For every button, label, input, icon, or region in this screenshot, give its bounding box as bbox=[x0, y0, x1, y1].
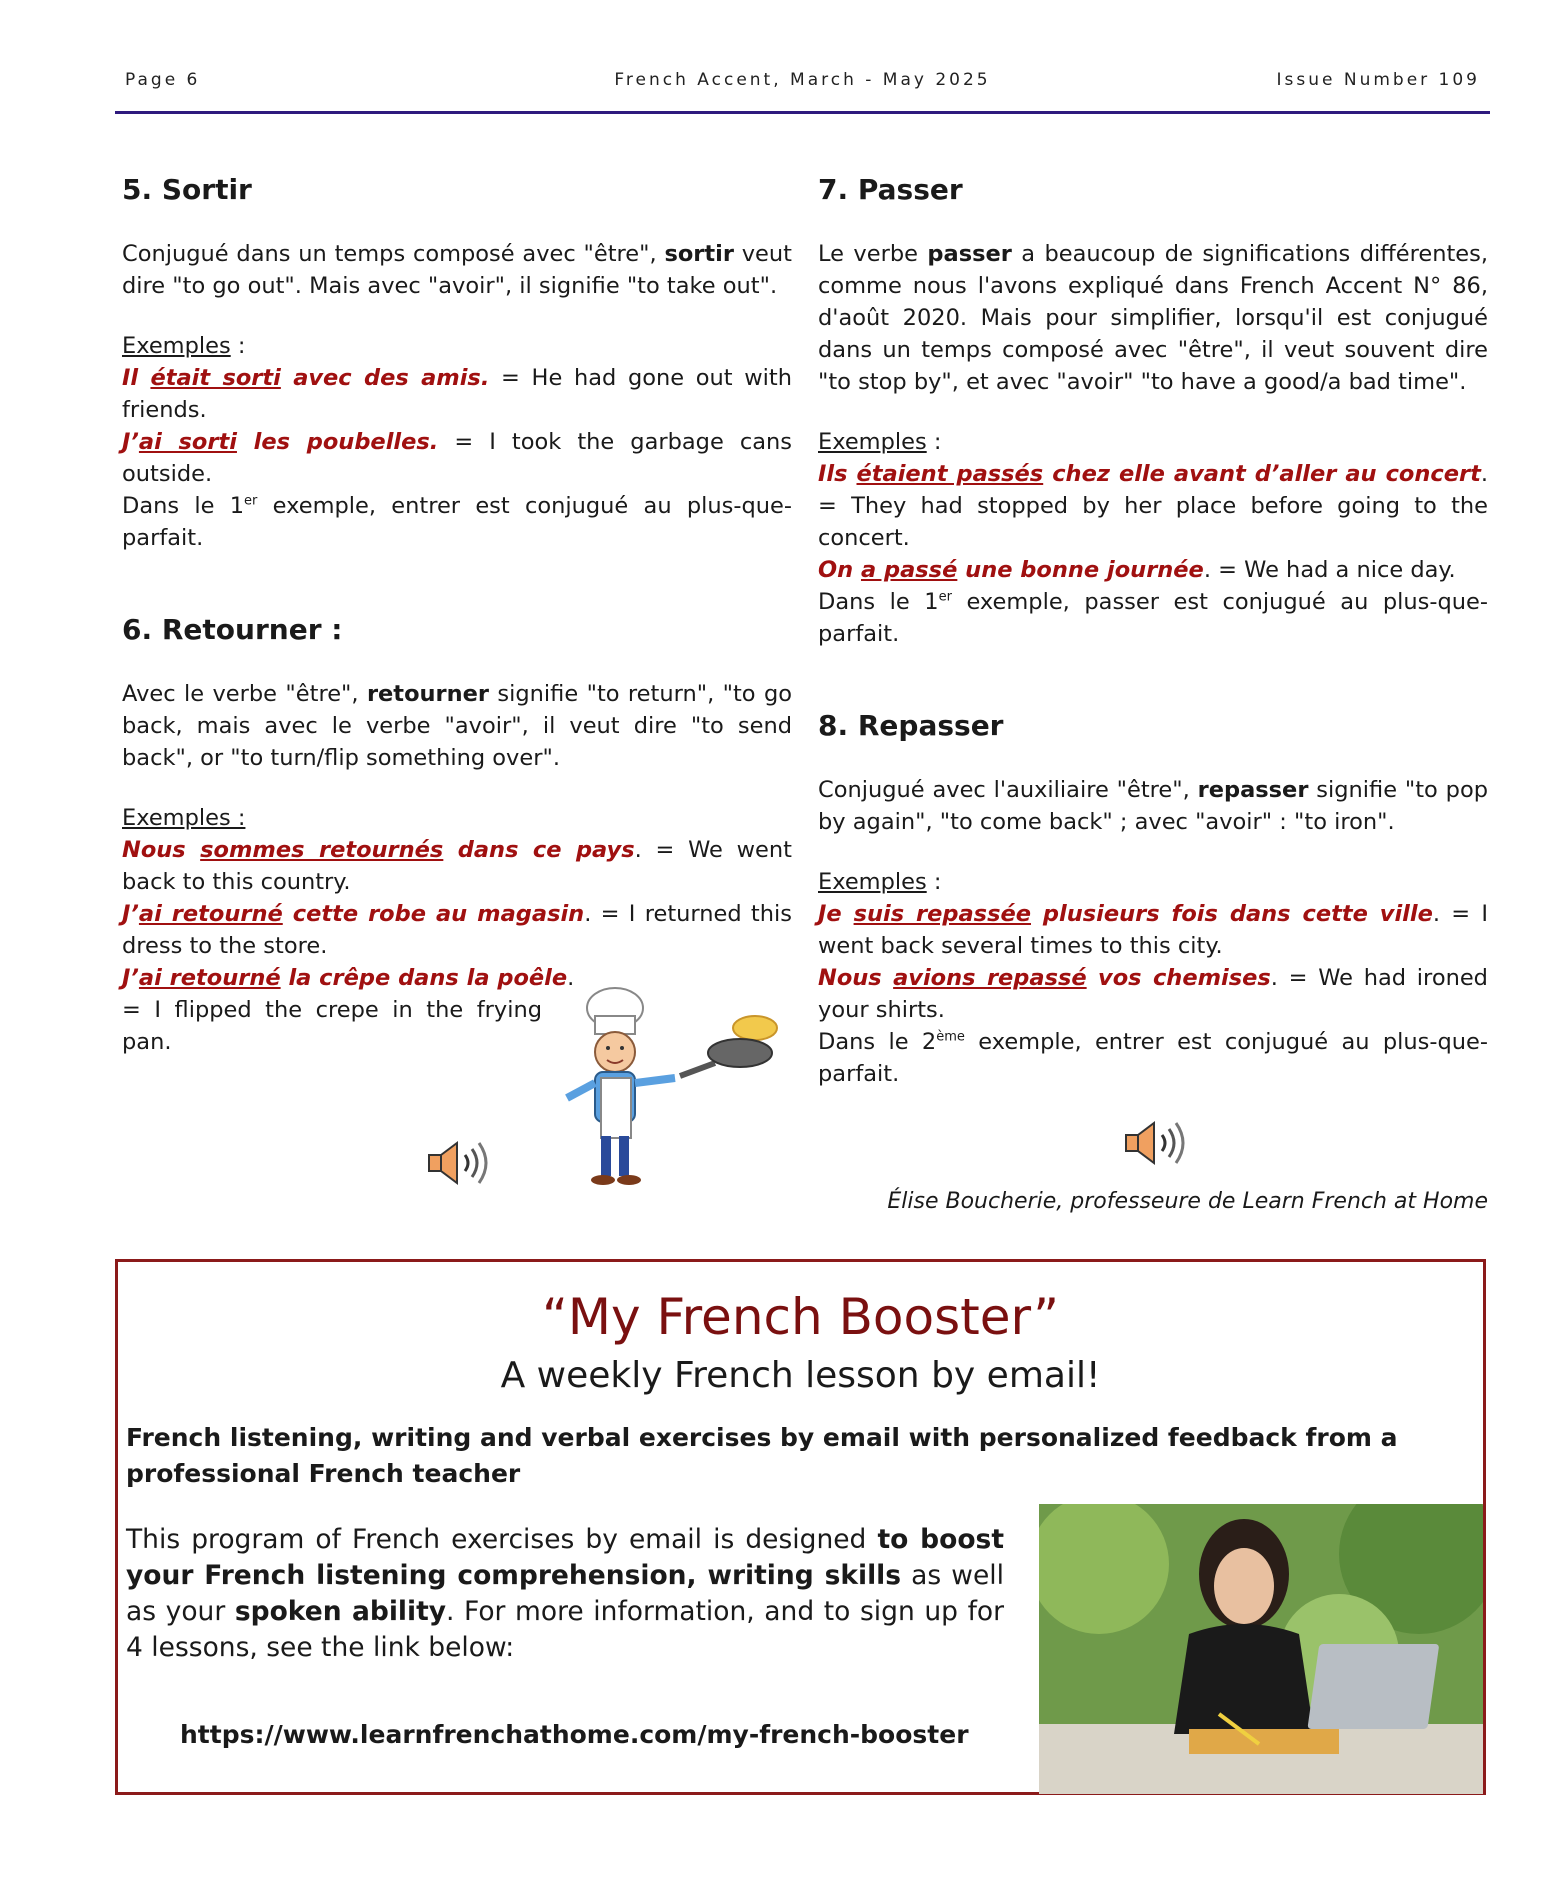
passer-paragraph: Le verbe passer a beaucoup de significations différentes, comme nous l'avons expliqué dans French Accent N° 86, d'août 2020. Mais pour simplifier, lorsqu'il est conjugué dans un temps composé avec "être", il veut souvent dire "to stop by", et avec "avoir" "to have a good/a bad time". bbox=[818, 241, 1488, 395]
booster-subtitle: A weekly French lesson by email! bbox=[500, 1355, 1101, 1396]
page-number: Page 6 bbox=[125, 70, 201, 90]
booster-body: This program of French exercises by email is designed to boost your French listening comprehension, writing skills as well as your spoken ability. For more information, and to sign up for 4 lessons, see the link below: bbox=[126, 1524, 1005, 1663]
issue-number: Issue Number 109 bbox=[1276, 70, 1480, 90]
sortir-example-2: J’ai sorti les poubelles. = I took the garbage cans outside. bbox=[122, 429, 792, 487]
booster-link[interactable]: https://www.learnfrenchathome.com/my-french-booster bbox=[180, 1720, 969, 1749]
section-title-retourner: 6. Retourner : bbox=[122, 613, 343, 646]
header-rule bbox=[115, 111, 1490, 114]
section-title-repasser: 8. Repasser bbox=[818, 709, 1004, 742]
page-header bbox=[115, 70, 1490, 96]
right-column bbox=[818, 170, 1488, 1090]
chef-illustration bbox=[555, 968, 795, 1198]
section-title-passer: 7. Passer bbox=[818, 173, 963, 206]
passer-example-2: On a passé une bonne journée. = We had a nice day. bbox=[818, 557, 1456, 583]
repasser-paragraph: Conjugué avec l'auxiliaire "être", repasser signifie "to pop by again", "to come back" ; avec "avoir" : "to iron". bbox=[818, 777, 1488, 835]
repasser-example-1: Je suis repassée plusieurs fois dans cette ville. = I went back several times to this city. bbox=[818, 901, 1489, 959]
speaker-icon[interactable] bbox=[1122, 1115, 1194, 1171]
booster-lead: French listening, writing and verbal exercises by email with personalized feedback from a professional French teacher bbox=[126, 1423, 1398, 1488]
repasser-example-2: Nous avions repassé vos chemises. = We had ironed your shirts. bbox=[818, 965, 1488, 1023]
speaker-icon[interactable] bbox=[425, 1135, 497, 1191]
left-column bbox=[122, 170, 792, 1058]
sortir-example-1: Il était sorti avec des amis. = He had gone out with friends. bbox=[122, 365, 793, 423]
retourner-example-3-translation: = I flipped the crepe in the frying pan. bbox=[122, 997, 542, 1055]
retourner-example-3: J’ai retourné la crêpe dans la poêle. bbox=[122, 965, 575, 991]
section-title-sortir: 5. Sortir bbox=[122, 173, 252, 206]
sortir-note: Dans le 1er exemple, entrer est conjugué au plus-que-parfait. bbox=[122, 493, 792, 551]
retourner-examples-label: Exemples : bbox=[122, 805, 246, 831]
passer-example-1: Ils étaient passés chez elle avant d’aller au concert. = They had stopped by her place before going to the concert. bbox=[818, 461, 1489, 551]
retourner-paragraph: Avec le verbe "être", retourner signifie "to return", "to go back, mais avec le verbe "avoir", il veut dire "to send back", or "to turn/flip something over". bbox=[122, 681, 793, 771]
sortir-paragraph: Conjugué dans un temps composé avec "être", sortir veut dire "to go out". Mais avec "avoir", il signifie "to take out". bbox=[122, 241, 792, 299]
author-signature: Élise Boucherie, professeure de Learn French at Home bbox=[887, 1189, 1488, 1214]
passer-examples-label: Exemples : bbox=[818, 429, 942, 455]
repasser-examples-label: Exemples : bbox=[818, 869, 942, 895]
retourner-example-1: Nous sommes retournés dans ce pays. = We went back to this country. bbox=[122, 837, 792, 895]
repasser-note: Dans le 2ème exemple, entrer est conjugué au plus-que-parfait. bbox=[818, 1029, 1489, 1087]
sortir-examples-label: Exemples : bbox=[122, 333, 246, 359]
publication-title: French Accent, March - May 2025 bbox=[614, 70, 991, 90]
student-photo bbox=[1039, 1504, 1483, 1794]
booster-ad-box bbox=[115, 1259, 1486, 1795]
passer-note: Dans le 1er exemple, passer est conjugué au plus-que-parfait. bbox=[818, 589, 1489, 647]
retourner-example-2: J’ai retourné cette robe au magasin. = I returned this dress to the store. bbox=[122, 901, 792, 959]
booster-title: “My French Booster” bbox=[541, 1288, 1060, 1346]
